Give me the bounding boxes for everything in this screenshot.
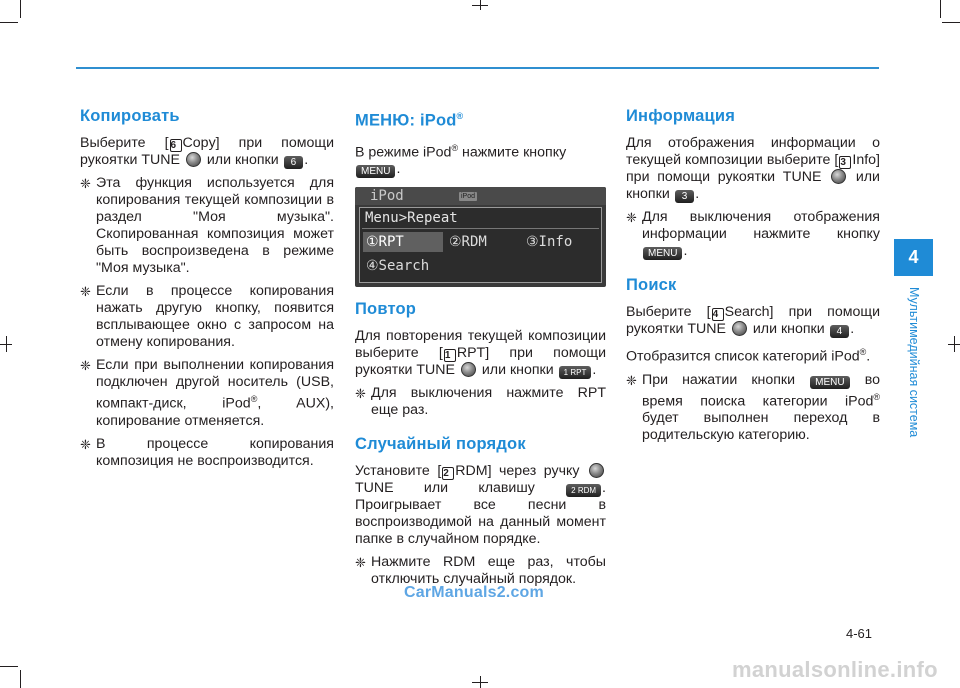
menu-key-icon: MENU	[810, 376, 849, 389]
screen-title: iPod	[370, 188, 404, 205]
tune-knob-icon	[461, 362, 476, 377]
copy-instructions: Выберите [ 6 Copy] при помощи рукоятки TUNE или кнопки 6 .	[80, 135, 334, 168]
note-mark-icon: ❈	[355, 555, 366, 571]
crop-mark	[472, 682, 488, 683]
search-instructions: Выберите [ 4 Search] при помощи рукоятки TUNE или кнопки 4 .	[626, 304, 881, 337]
crop-mark	[940, 0, 941, 18]
note-copy-media: ❈ Если при выполнении копирования подключен другой носитель (USB, компакт-диск, iPod®, AUX), копирование отменяется.	[80, 357, 334, 429]
note-copy-purpose: ❈ Эта функция используется для копирования текущей композиции в раздел "Моя музыка". Скопированная композиция может быть воспроизведена в режиме "Моя музыка".	[80, 175, 334, 276]
search-category-list: Отобразится список категорий iPod®.	[626, 347, 871, 365]
button-1-icon: 1	[444, 349, 456, 362]
crop-mark	[472, 5, 488, 6]
key-6-icon: 6	[284, 156, 304, 169]
section-title-copy: Копировать	[80, 107, 180, 125]
tune-knob-icon	[831, 169, 846, 184]
section-title-search: Поиск	[626, 276, 677, 294]
crop-mark	[942, 22, 960, 23]
watermark-link[interactable]: CarManuals2.com	[404, 584, 544, 601]
screen-option-info: ③Info	[526, 234, 573, 251]
note-repeat-off: ❈ Для выключения нажмите RPT еще раз.	[355, 385, 606, 419]
screen-menu-panel	[359, 207, 602, 283]
shuffle-instructions: Установите [ 2 RDM] через ручку TUNE или клавишу 2 RDM . Проигрывает все песни в воспроизводимой на данный момент папке в случайном порядке.	[355, 463, 606, 548]
crop-mark	[0, 22, 18, 23]
header-rule	[76, 67, 879, 69]
tune-knob-icon	[186, 152, 201, 167]
key-1-rpt-icon: 1 RPT	[559, 366, 592, 379]
note-mark-icon: ❈	[80, 176, 91, 191]
button-2-icon: 2	[442, 467, 454, 480]
column-ipod-menu	[355, 106, 606, 588]
note-search-back: ❈ При нажатии кнопки MENU во время поиска категории iPod® будет выполнен переход в родительскую категорию.	[626, 371, 880, 444]
footer-watermark: manualsonline.info	[732, 657, 938, 682]
info-instructions: Для отображения информации о текущей композиции выберите [ 3 Info] при помощи рукоятки TUNE или кнопки 3 .	[626, 135, 880, 202]
note-mark-icon: ❈	[80, 358, 91, 373]
page-number: 4-61	[846, 626, 873, 641]
note-shuffle-off: ❈ Нажмите RDM еще раз, чтобы отключить случайный порядок.	[355, 554, 606, 588]
crop-mark	[6, 336, 7, 352]
tune-knob-icon	[589, 463, 604, 478]
note-mark-icon: ❈	[626, 210, 637, 225]
repeat-instructions: Для повторения текущей композиции выберите [ 1 RPT] при помощи рукоятки TUNE или кнопки 1 RPT .	[355, 328, 606, 379]
section-title-repeat: Повтор	[355, 300, 417, 319]
note-mark-icon: ❈	[80, 436, 91, 452]
crop-mark	[20, 0, 21, 18]
key-4-icon: 4	[830, 325, 850, 338]
crop-mark	[954, 336, 955, 352]
menu-key-icon: MENU	[356, 165, 395, 178]
tune-knob-icon	[732, 321, 747, 336]
section-title-info: Информация	[626, 107, 736, 125]
section-title-ipod-menu: МЕНЮ: iPod®	[355, 111, 464, 130]
ipod-menu-instructions: В режиме iPod® нажмите кнопку MENU .	[355, 142, 567, 178]
button-4-icon: 4	[712, 308, 724, 321]
note-copy-playback: ❈ В процессе копирования композиция не воспроизводится.	[80, 435, 334, 469]
key-2-rdm-icon: 2 RDM	[566, 484, 601, 497]
screen-option-rpt: ①RPT	[363, 232, 443, 252]
column-copy	[80, 106, 334, 470]
note-info-off: ❈ Для выключения отображения информации нажмите кнопку MENU .	[626, 209, 880, 259]
crop-mark	[0, 666, 18, 667]
screen-option-search: ④Search	[366, 258, 430, 275]
menu-key-icon: MENU	[643, 247, 682, 260]
screen-option-rdm: ②RDM	[449, 234, 487, 251]
column-info-search	[626, 106, 880, 444]
section-title-shuffle: Случайный порядок	[355, 435, 526, 454]
screen-ipod-tag: iPod	[461, 193, 476, 201]
chapter-tab: 4	[894, 239, 933, 276]
button-6-icon: 6	[170, 139, 182, 152]
note-copy-cancel: ❈ Если в процессе копирования нажать другую кнопку, появится всплывающее окно с запросом на отмену копирования.	[80, 283, 334, 350]
note-mark-icon: ❈	[626, 372, 637, 388]
note-mark-icon: ❈	[80, 284, 91, 299]
note-mark-icon: ❈	[355, 386, 366, 402]
screen-menu-path: Menu>Repeat	[365, 210, 458, 227]
key-3-icon: 3	[675, 190, 695, 203]
crop-mark	[20, 670, 21, 688]
button-3-icon: 3	[839, 156, 851, 169]
ipod-screen-display	[355, 187, 606, 287]
